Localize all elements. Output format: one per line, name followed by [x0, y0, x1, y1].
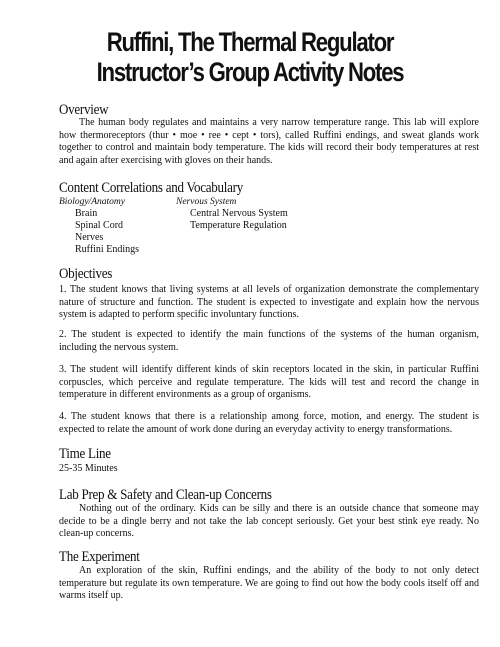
- correlations-heading: Content Correlations and Vocabulary: [59, 180, 243, 196]
- vocab-item: Brain: [75, 208, 98, 219]
- objective-item: 4. The student knows that there is a relationship among force, motion, and energy. The student is expected to relate the amount of work done during an everyday activity to energy transformations.: [59, 411, 479, 435]
- overview-heading: Overview: [59, 102, 109, 118]
- objective-item: 1. The student knows that living systems at all levels of organization demonstrate the complementary nature of structure and function. The student is expected to investigate and explain how the nervous system is adapted to perform specific involuntary functions.: [59, 284, 479, 320]
- vocab-item: Temperature Regulation: [190, 220, 287, 231]
- experiment-heading: The Experiment: [59, 549, 140, 565]
- vocab-item: Central Nervous System: [190, 208, 288, 219]
- vocab-item: Nerves: [75, 232, 104, 243]
- experiment-text: An exploration of the skin, Ruffini endings, and the ability of the body to not only detect temperature but regulate its own temperature. We are going to find out how the body cools itself off and warms itself up.: [59, 565, 479, 601]
- nervous-system-label: Nervous System: [176, 197, 237, 207]
- timeline-text: 25-35 Minutes: [59, 463, 118, 474]
- document-title-line-2: Instructor’s Group Activity Notes: [96, 57, 404, 87]
- objective-item: 3. The student will identify different kinds of skin receptors located in the skin, in particular Ruffini corpuscles, which perceive and regulate temperature. The kids will test and record the change in temperature in different environments as a group of organisms.: [59, 364, 479, 400]
- objective-item: 2. The student is expected to identify the main functions of the systems of the human organism, including the nervous system.: [59, 329, 479, 353]
- document-title-line-1: Ruffini, The Thermal Regulator: [106, 27, 394, 57]
- vocab-item: Ruffini Endings: [75, 244, 139, 255]
- biology-anatomy-label: Biology/Anatomy: [59, 197, 125, 207]
- labprep-text: Nothing out of the ordinary. Kids can be silly and there is an outside chance that someone may decide to be a dingle berry and not take the lab concept seriously. Get your best stink eye ready. No clean-up concerns.: [59, 503, 479, 539]
- overview-text: The human body regulates and maintains a very narrow temperature range. This lab will explore how thermoreceptors (thur • moe • ree • cept • tors), called Ruffini endings, and sweat glands work together to control and maintain body temperature. The kids will record their body temperatures at rest and again after exercising with gloves on their hands.: [59, 117, 479, 166]
- vocab-item: Spinal Cord: [75, 220, 124, 231]
- labprep-heading: Lab Prep & Safety and Clean-up Concerns: [59, 487, 272, 503]
- objectives-heading: Objectives: [59, 266, 113, 282]
- timeline-heading: Time Line: [59, 446, 111, 462]
